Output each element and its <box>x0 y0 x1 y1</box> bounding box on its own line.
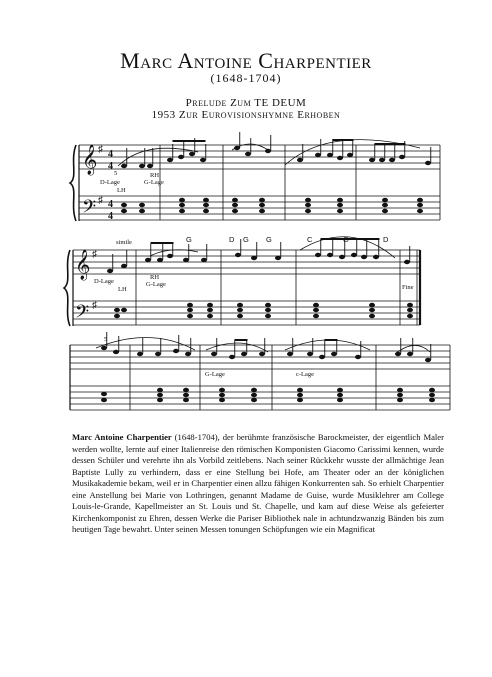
svg-text:♯: ♯ <box>92 300 97 311</box>
composer-years: (1648-1704) <box>210 71 282 85</box>
system-1 <box>70 132 440 244</box>
label-d-lage: D-Lage <box>94 278 114 285</box>
system-2 <box>64 237 420 326</box>
label-d-lage: D-Lage <box>100 179 120 186</box>
label-c-lage: c-Lage <box>296 371 315 378</box>
label-g-lage: G-Lage <box>205 371 225 378</box>
label-lh: LH <box>117 187 126 194</box>
page-title: Marc Antoine Charpentier <box>120 48 372 73</box>
label-g-lage: G-Lage <box>146 281 166 288</box>
svg-text:♯: ♯ <box>98 195 103 206</box>
chord-symbol: G <box>266 235 272 244</box>
system-3 <box>70 332 450 410</box>
label-rh: RH <box>150 172 160 179</box>
bass-clef-icon: 𝄢 <box>82 196 97 221</box>
svg-text:𝄞: 𝄞 <box>75 250 91 279</box>
chord-symbol: D <box>229 235 235 244</box>
finger-number: 5 <box>114 170 118 177</box>
biography-lead: Marc Antoine Charpentier <box>72 432 172 442</box>
svg-text:𝄢: 𝄢 <box>75 301 90 326</box>
label-rh: RH <box>150 274 160 281</box>
biography-body: (1648-1704), der berühmte französische Barockmeister, der eigentlich Maler werden wollte, lernte auf einer Italienreise den römischen Komponisten Giacomo Carissimi kennen, wurde dessen Schüler und verehrte ihn als Vorbild zeitlebens. Nach seiner Rückkehr wusste der allmächtige Jean Baptiste Lully zu verhindern, dass er eine Stellung bei Hofe, am Theater oder an der königlichen Musikakademie bekam, weil er in Charpentier einen allzu fähigen Konkurrenten sah. So erhielt Charpentier eine Anstellung bei Marie von Lothringen, genannt Madame de Guise, wurde Musiklehrer am College Louis-le-Grande, Kapellmeister an St. Louis und St. Chapelle, und kam auf diese Weise als gefeierter Kirchenkomponist zu Ehren, dessen Werke die Pariser Bibliothek nale in achtundzwanzig Bänden bis zum heutigen Tage bewahrt. Unter seinen Messen tonungen Schöpfungen wie ein Magnificat <box>72 432 444 534</box>
subtitle-line-1: Prelude Zum TE DEUM <box>185 97 307 109</box>
svg-text:4: 4 <box>108 211 113 222</box>
treble-clef-icon: 𝄞 <box>82 145 98 174</box>
biography-text <box>72 432 444 536</box>
svg-text:4: 4 <box>108 199 113 210</box>
svg-text:♯: ♯ <box>92 249 97 260</box>
label-g-lage: G-Lage <box>144 179 164 186</box>
subtitle-line-2: 1953 Zur Eurovisionshymne Erhoben <box>151 109 341 121</box>
label-lh: LH <box>118 286 127 293</box>
svg-text:4: 4 <box>108 161 113 172</box>
svg-text:4: 4 <box>108 149 113 160</box>
key-sharp-icon: ♯ <box>98 144 103 155</box>
chord-symbol: D <box>383 235 389 244</box>
chord-symbol: G <box>186 235 192 244</box>
label-simile: simile <box>116 239 132 246</box>
chord-symbol: G <box>243 235 249 244</box>
label-fine: Fine <box>402 284 414 291</box>
chord-symbol: C <box>307 235 313 244</box>
finger-number: 5 <box>104 336 108 343</box>
